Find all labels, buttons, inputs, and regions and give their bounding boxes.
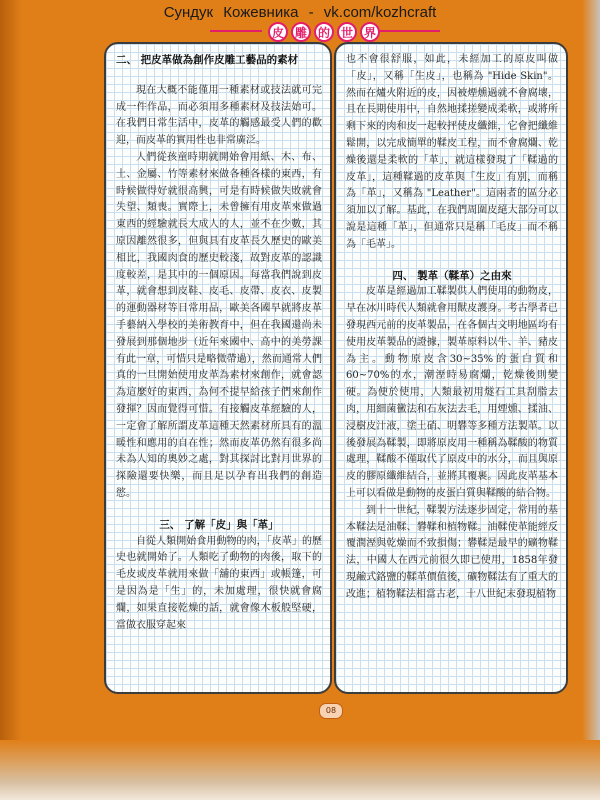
page-number: 08	[319, 703, 343, 719]
header-char: 世	[337, 22, 357, 42]
paragraph: 皮革是經過加工鞣製供人們使用的動物皮，早在冰川時代人類就會用獸皮護身。考古學者已發現西元前的皮革製品，在各個古文明地區均有使用皮革製品的證據，製革原料以牛、羊、豬皮為主。動物原皮含30~35%的蛋白質和60~70%的水，潮溼時易腐爛，乾燥後則變硬。為便於使用，人類最初用燧石工具刮脂去肉，用細菌黴法和石灰法去毛，用煙燻、揉油、浸樹皮汁液，塗土硝、明礬等多種方法製革。以後發展為鞣製，即將原皮用一種稱為鞣酸的物質處理，鞣酸不僅取代了原皮中的水分，而且與原皮的膠原纖維結合，並將其覆裹。因此皮革基本上可以看做是動物的皮蛋白質與鞣酸的結合物。	[346, 286, 558, 499]
left-text-panel	[104, 42, 332, 694]
section-4-heading: 四、 製革（鞣革）之由來	[392, 269, 512, 282]
right-column	[346, 52, 558, 604]
header-decor-right	[380, 30, 440, 32]
header-char: 雕	[291, 22, 311, 42]
right-text-panel	[334, 42, 568, 694]
watermark-text: Сундук Кожевника - vk.com/kozhcraft	[163, 4, 437, 21]
paragraph: 人們從孩童時期就開始會用紙、木、布、土、金屬、竹等素材來做各種各樣的東西，有時候做得好就很高興，可是有時候做失敗就會失望、類喪。實際上，未曾擁有用皮革來做過東西的經驗就長大成人的人，並不在少數，其原因離然很多，但與具有皮革長久歷史的歐美相比，我國肉食的歷史較淺，故對皮革的認識度較差，是其中的一個原因。每當我們說到皮革，就會想到皮鞋、皮毛、皮帶、皮衣、皮製的運動器材等日常用品，歐美各國早就將皮革手藝納入學校的美術教育中，但在我國還尚未發展到那個地步（近年來國中、高中的美勞課有此一章，可惜只是略微帶過），然而通常人們真的一旦開始使用皮革為素材來創作，就會認為這麼好的東西，為何不提早給孩子們來創作發揮？因而覺得可惜。有接觸皮革經驗的人，一定會了解所謂皮革這種天然素材所具有的溫暖性和應用的自在性；然而皮革仍然有很多尚未為人知的奧妙之處，對其探討比對月世界的探險還要快樂，而且足以孕育出我們的創造慾。	[116, 151, 322, 499]
book-spine-shadow	[0, 0, 22, 800]
paragraph: 現在大概不能僅用一種素材或技法就可完成一件作品，而必須用多種素材及技法始可。在我們日常生活中，皮革的觸感最受人們的歡迎，而皮革的實用性也非常廣泛。	[116, 84, 322, 147]
header-char: 的	[314, 22, 334, 42]
paragraph: 到十一世紀，鞣製方法逐步固定，常用的基本鞣法是油鞣、礬鞣和植物鞣。油鞣使革能經反覆潤溼與乾燥而不致損傷；礬鞣是最早的礦物鞣法，中國人在西元前很久即已使用，1858年發現鹼式鉻鹽的鞣革價值後，礦物鞣法有了重大的改進；植物鞣法相當古老，十八世紀末發現植物	[346, 504, 558, 600]
paragraph: 自從人類開始食用動物的肉，「皮革」的歷史也就開始了。人類吃了動物的肉後，取下的毛皮或皮革就用來做「舖的東西」或帳篷，可是因為是「生」的，未加處理，很快就會腐爛，如果直接乾燥的話，就會像木板般堅硬，當做衣服穿起來	[116, 535, 322, 631]
page-bottom-edge	[0, 740, 600, 800]
header-char: 皮	[268, 22, 288, 42]
header-decor-left	[210, 30, 262, 32]
page-right-edge	[582, 0, 600, 800]
section-2-heading: 二、 把皮革做為創作皮雕工藝品的素材	[116, 54, 299, 66]
left-column	[116, 52, 322, 634]
paragraph: 也不會很舒服，如此，未經加工的原皮叫做「皮」，又稱「生皮」，也稱為 "Hide Skin"。然而在爐火附近的皮，因被煙燻過就不會腐壞，且在長期使用中，自然地揉搓變成柔軟，或將所剩下來的肉和皮一起較抨使皮纖維，它會把纖維鬆開，以完成簡單的鞣皮工程，而不會腐爛、乾燥後還是柔軟的「革」，就這樣發現了「鞣過的皮革」，這種鞣過的皮革與「生皮」有別，而稱為「革」，又稱為 "Leather"。這兩者的區分必須加以了解。基此，在我們周圍皮絕大部分可以說是這種「革」，但通常只是稱「毛皮」而不稱為「毛革」。	[346, 54, 558, 250]
header-char: 界	[360, 22, 380, 42]
page-header-title	[268, 22, 380, 42]
section-3-heading: 三、 了解「皮」與「革」	[159, 518, 279, 531]
